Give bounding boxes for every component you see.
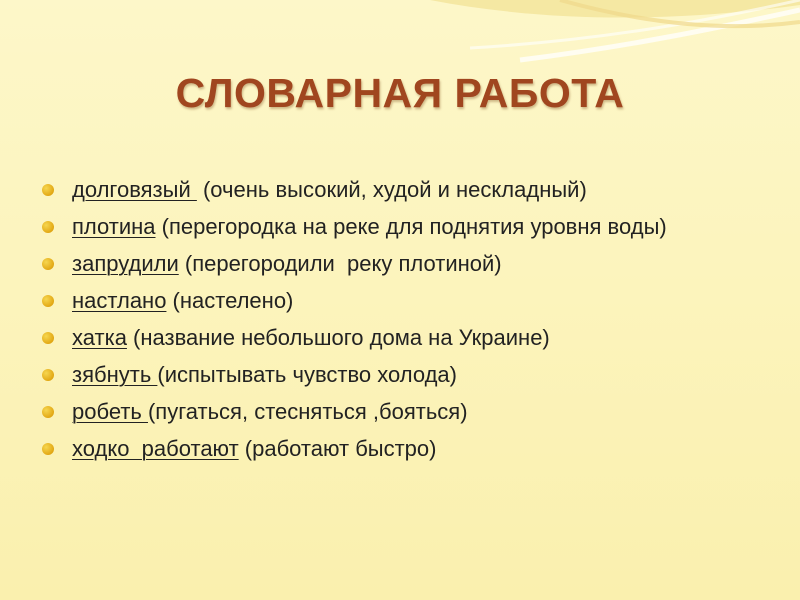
bullet-icon <box>42 443 54 455</box>
term-definition: (очень высокий, худой и нескладный) <box>196 177 587 202</box>
vocabulary-term: зябнуть <box>72 362 158 387</box>
vocabulary-term: долговязый <box>72 177 197 202</box>
bullet-icon <box>42 184 54 196</box>
list-item <box>42 394 772 429</box>
bullet-icon <box>42 369 54 381</box>
vocabulary-term: робеть <box>72 399 148 424</box>
list-item <box>42 172 772 207</box>
term-definition: (работают быстро) <box>238 436 437 461</box>
bullet-icon <box>42 406 54 418</box>
list-item <box>42 431 772 466</box>
bullet-icon <box>42 221 54 233</box>
page-title: СЛОВАРНАЯ РАБОТА <box>175 70 625 116</box>
term-definition: (перегородка на реке для поднятия уровня воды) <box>155 214 667 239</box>
term-definition: (название небольшого дома на Украине) <box>126 325 550 350</box>
list-item <box>42 283 772 318</box>
vocabulary-term: ходко работают <box>72 436 239 461</box>
bullet-icon <box>42 258 54 270</box>
term-definition: (перегородили реку плотиной) <box>178 251 502 276</box>
vocabulary-term: плотина <box>72 214 156 239</box>
bullet-icon <box>42 332 54 344</box>
term-definition: (испытывать чувство холода) <box>157 362 457 387</box>
term-definition: (пугаться, стесняться ,бояться) <box>147 399 468 424</box>
bullet-icon <box>42 295 54 307</box>
vocabulary-term: запрудили <box>72 251 179 276</box>
vocabulary-term: настлано <box>72 288 167 313</box>
list-item <box>42 357 772 392</box>
list-item <box>42 209 772 244</box>
vocabulary-list <box>42 172 772 468</box>
vocabulary-term: хатка <box>72 325 127 350</box>
list-item <box>42 246 772 281</box>
term-definition: (настелено) <box>166 288 294 313</box>
list-item <box>42 320 772 355</box>
